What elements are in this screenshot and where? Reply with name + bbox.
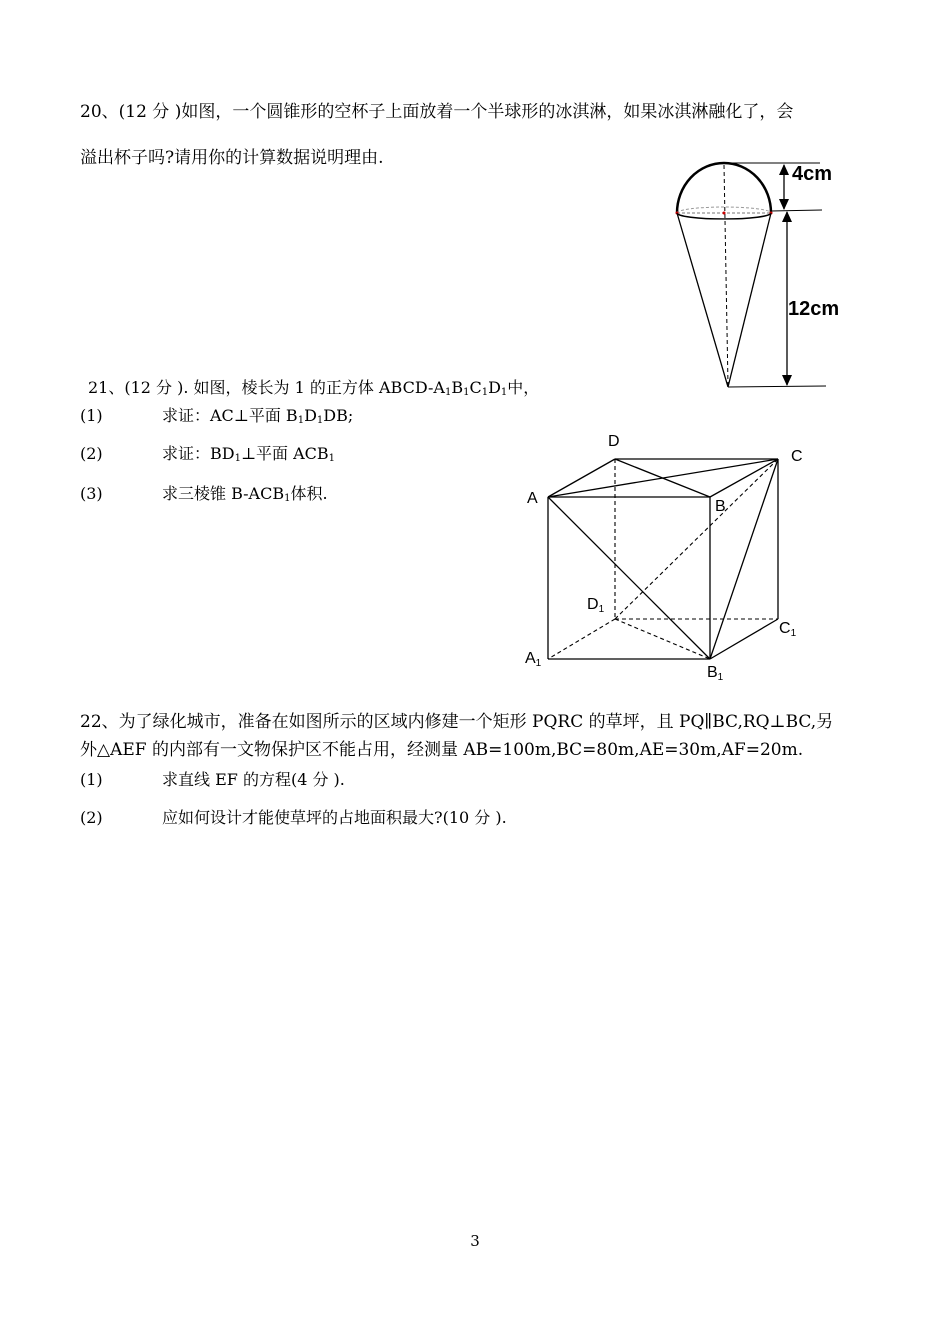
label-B1: B1 [707,664,724,683]
dim-12cm-arrow-bottom [782,375,792,386]
label-C1: C1 [779,620,797,639]
ice-cream-cone-figure [660,155,860,395]
cone-right-edge [728,213,771,387]
diag-DB [615,459,710,497]
q22-line2: 外△AEF 的内部有一文物保护区不能占用，经测量 AB=100m,BC=80m,AE=30m,AF=20m. [80,740,804,760]
q22-item1-text: 求直线 EF 的方程(4 分 ). [162,770,345,789]
label-4cm: 4cm [792,163,833,185]
q21-item3-text: 求三棱锥 $B-ACB_1$体积. [162,484,328,504]
center-point [723,212,726,215]
bottom-reference [728,386,826,387]
label-12cm: 12cm [788,298,840,320]
label-A: A [527,490,538,507]
q21-item2-num: (2) [80,444,103,463]
q20-line1: 20、(12 分 )如图，一个圆锥形的空杯子上面放着一个半球形的冰淇淋，如果冰淇淋融化了，会 [80,102,794,122]
diag-AB1 [548,497,710,659]
q21-item1-text: 求证：AC⊥平面 $B_1D_1DB$; [162,406,354,426]
label-C: C [791,448,803,465]
mid-reference [771,210,822,211]
q21-item3-num: (3) [80,484,103,503]
label-A1: A1 [525,650,542,669]
label-D1: D1 [587,596,605,615]
q22-line1: 22、为了绿化城市，准备在如图所示的区域内修建一个矩形 PQRC 的草坪，且 PQ∥BC,RQ⊥BC,另 [80,712,834,732]
label-B: B [715,498,726,515]
cube-figure [515,425,815,685]
q21-item1-num: (1) [80,406,103,425]
q21-stem: 21、(12 分 ). 如图，棱长为 1 的正方体 ABCD-$A_1B_1C_1D_1$中， [88,378,540,398]
q22-item1-num: (1) [80,770,103,789]
dim-12cm-arrow-top [782,211,792,222]
edge-B1C1 [710,619,778,659]
dim-4cm-arrow-top [779,164,789,175]
q22-item2-text: 应如何设计才能使草坪的占地面积最大?(10 分 ). [162,808,507,827]
page-number: 3 [470,1232,480,1250]
diag-CB1 [710,459,778,659]
label-D: D [608,433,620,450]
edge-D1A1 [548,619,615,659]
q20-line2: 溢出杯子吗?请用你的计算数据说明理由. [80,148,384,168]
diag-D1C [615,459,778,619]
cone-left-edge [677,213,728,387]
q22-item2-num: (2) [80,808,103,827]
dim-4cm-arrow-bottom [779,199,789,210]
diag-D1B1 [615,619,710,659]
q21-item2-text: 求证：$BD_1\perp$平面 $ACB_1$ [162,444,336,464]
axis-line [724,165,728,385]
